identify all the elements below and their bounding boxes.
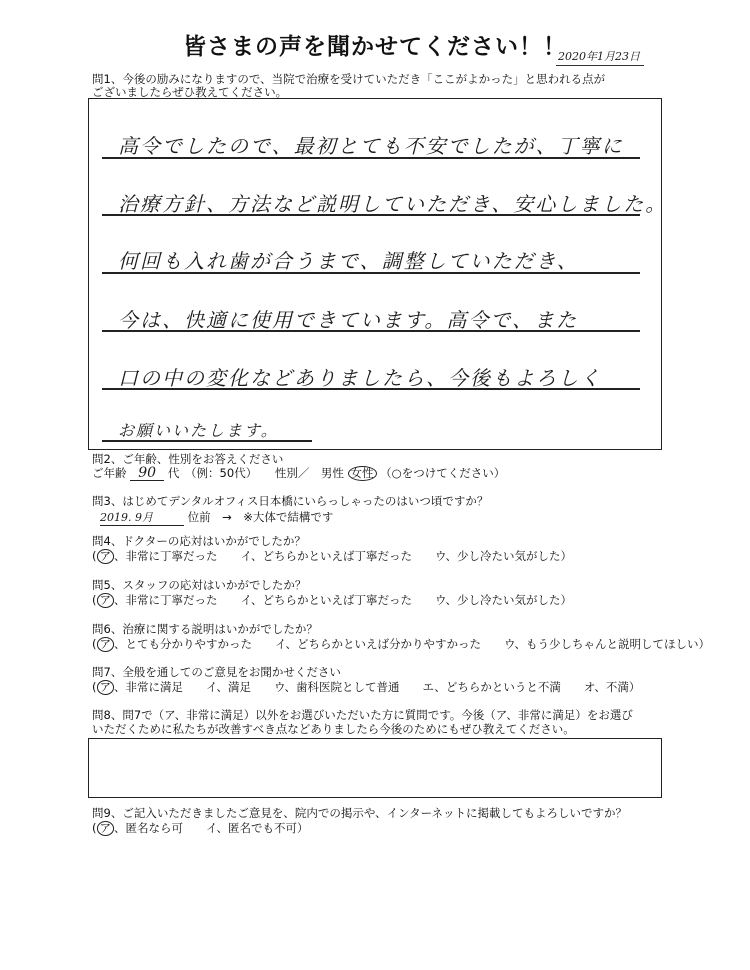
age-prefix: ご年齢 (92, 466, 127, 480)
gender-note: （○をつけてください） (380, 466, 506, 480)
q2-label: 問2、ご年齢、性別をお答えください (92, 452, 284, 466)
q4-options-text: 、非常に丁寧だった イ、どちらかといえば丁寧だった ウ、少し冷たい気がした） (114, 549, 573, 563)
q1-answer-line: 何回も入れ歯が合うまで、調整していただき、 (118, 249, 579, 273)
gender-selected: 女性 (348, 466, 377, 481)
q2-answer-row (92, 466, 505, 481)
q5-options: ( ア 、非常に丁寧だった イ、どちらかといえば丁寧だった ウ、少し冷たい気がした） (92, 593, 573, 607)
date-field: 2020年1月23日 (556, 48, 644, 66)
age-suffix: 代 （例：50代） (167, 466, 258, 480)
q8-label-line2: いただくために私たちが改善すべき点などありましたら今後のためにもぜひ教えてください。 (92, 722, 575, 736)
q1-answer-line: お願いいたします。 (118, 421, 279, 440)
q3-answer-row (100, 510, 333, 526)
q6-label: 問6、治療に関する説明はいかがでしたか？ (92, 622, 318, 636)
q4-label: 問4、ドクターの応対はいかがでしたか？ (92, 534, 306, 548)
q9-options-text: 、匿名なら可 イ、匿名でも不可） (114, 821, 309, 835)
q8-answer-box (88, 738, 662, 798)
age-value: 90 (130, 466, 164, 481)
q1-answer-line: 高令でしたので、最初とても不安でしたが、丁寧に (118, 134, 624, 158)
q6-options: ( ア 、とても分かりやすかった イ、どちらかといえば分かりやすかった ウ、もう少しちゃんと説明してほしい） (92, 637, 711, 651)
q1-label-line1: 問1、今後の励みになりますので、当院で治療を受けていただき「ここがよかった」と思われる点が (92, 72, 606, 86)
q7-options-text: 、非常に満足 イ、満足 ウ、歯科医院として普通 エ、どちらかというと不満 オ、不満） (114, 680, 641, 694)
gender-prefix: 性別／ 男性 (274, 466, 344, 480)
q8-label-line1: 問8、問7で（ア、非常に満足）以外をお選びいただいた方に質問です。今後（ア、非常に満足）をお選び (92, 708, 633, 722)
q1-answer-line: 治療方針、方法など説明していただき、安心しました。 (118, 192, 668, 216)
q4-options: ( ア 、非常に丁寧だった イ、どちらかといえば丁寧だった ウ、少し冷たい気がした） (92, 549, 573, 563)
q5-options-text: 、非常に丁寧だった イ、どちらかといえば丁寧だった ウ、少し冷たい気がした） (114, 593, 573, 607)
q9-options: ( ア 、匿名なら可 イ、匿名でも不可） (92, 821, 309, 835)
q1-answer-line: 口の中の変化などありましたら、今後もよろしく (118, 366, 602, 390)
q9-label: 問9、ご記入いただきましたご意見を、院内での掲示や、インターネットに掲載してもよろしいですか？ (92, 806, 628, 820)
q9-selected: ア (97, 821, 115, 836)
q3-answer: 2019. 9月 (100, 511, 184, 526)
q7-label: 問7、全般を通してのご意見をお聞かせください (92, 665, 341, 679)
q4-selected: ア (97, 549, 115, 564)
q6-options-text: 、とても分かりやすかった イ、どちらかといえば分かりやすかった ウ、もう少しちゃんと説明してほしい） (114, 637, 711, 651)
q6-selected: ア (97, 637, 115, 652)
page-title: 皆さまの声を聞かせてください！！ (183, 34, 567, 60)
q1-label-line2: ございましたらぜひ教えてください。 (92, 85, 288, 99)
q3-label: 問3、はじめてデンタルオフィス日本橋にいらっしゃったのはいつ頃ですか？ (92, 494, 489, 508)
q7-options: ( ア 、非常に満足 イ、満足 ウ、歯科医院として普通 エ、どちらかというと不満 オ、不満） (92, 680, 641, 694)
q5-label: 問5、スタッフの応対はいかがでしたか？ (92, 578, 307, 592)
q3-suffix: 位前 → ※大体で結構です (187, 510, 334, 524)
q1-answer-line: 今は、快適に使用できています。高令で、また (118, 308, 578, 332)
q5-selected: ア (97, 593, 115, 608)
q7-selected: ア (97, 680, 115, 695)
